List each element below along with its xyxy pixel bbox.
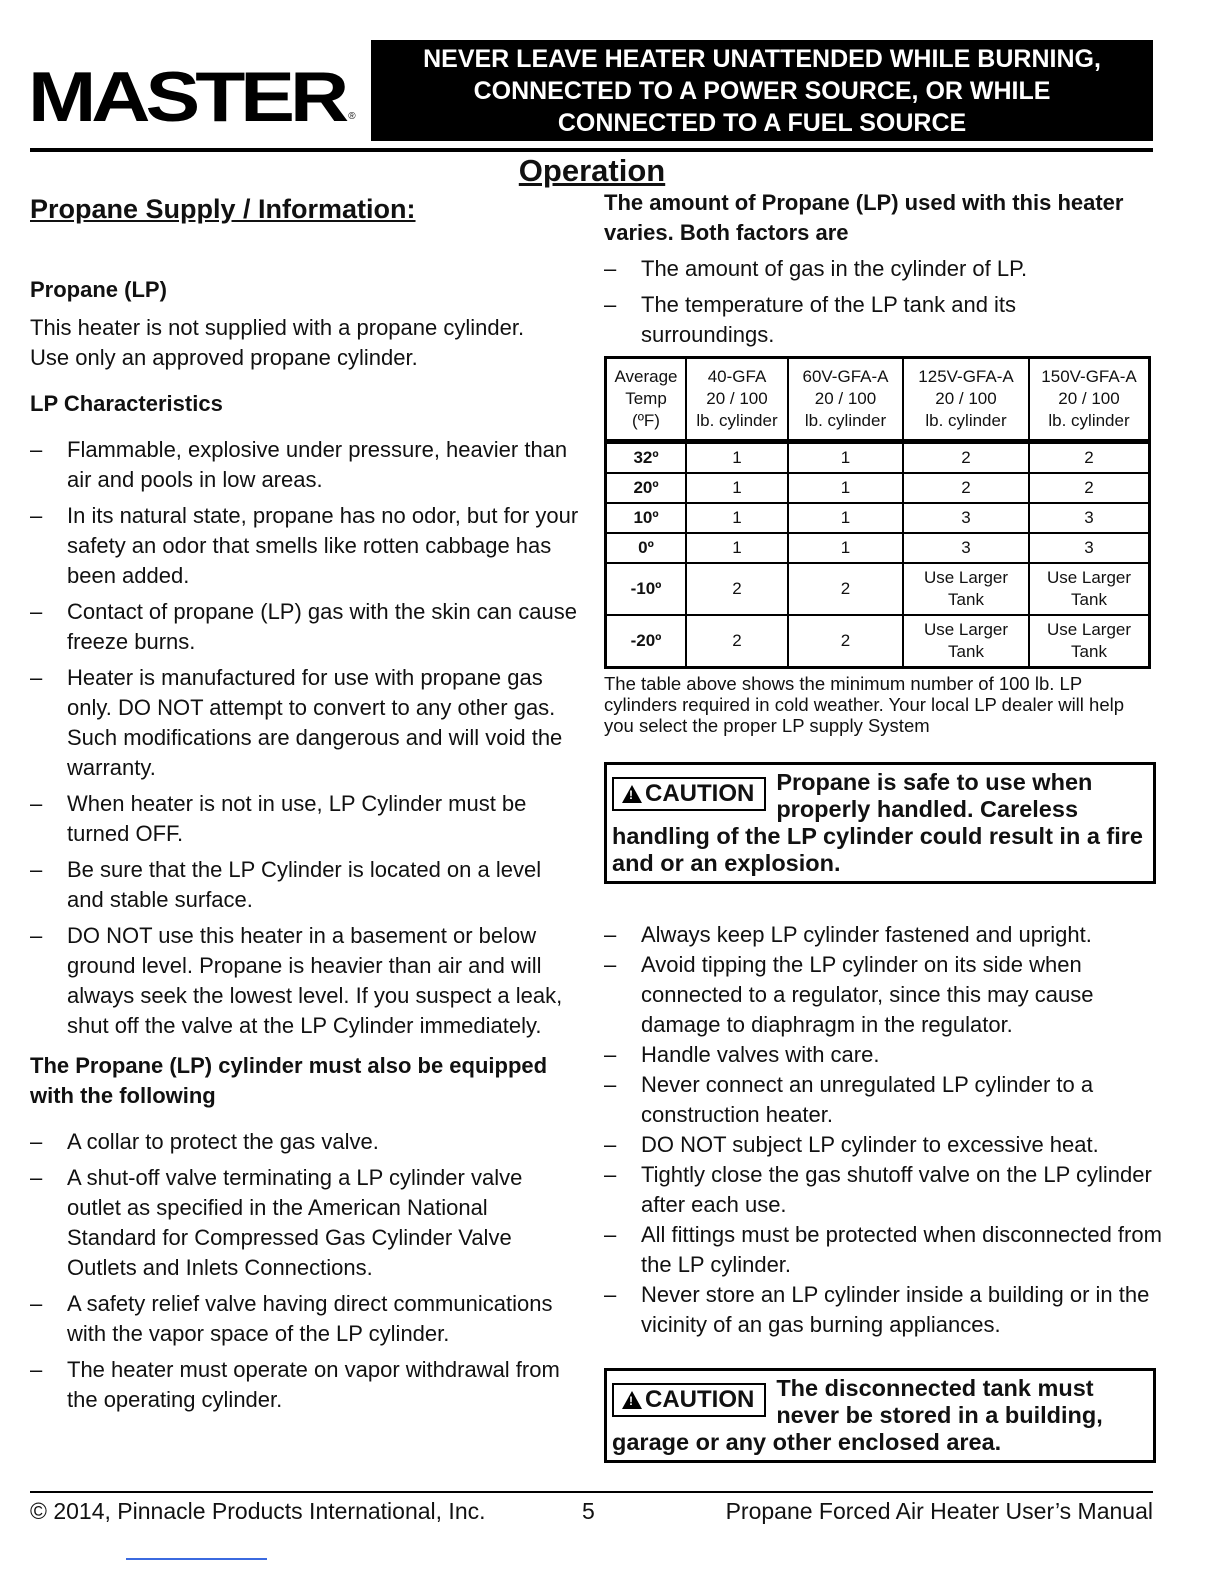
list-item: – A shut-off valve terminating a LP cylinder valve outlet as specified in the American National Standard for Compressed Gas Cylinder Valve Outlets and Inlets Connections. [30,1163,580,1283]
footer-page-number: 5 [582,1498,595,1524]
lp-cylinder-table [604,356,1151,669]
table-cell: 2 [686,615,788,668]
table-cell: 1 [686,503,788,533]
caution-box-propane [604,762,1156,884]
warning-triangle-icon [622,1391,642,1409]
caution-box-storage [604,1368,1156,1463]
list-item: – The heater must operate on vapor withdrawal from the operating cylinder. [30,1355,580,1415]
list-item: – In its natural state, propane has no odor, but for your safety an odor that smells like rotten cabbage has been added. [30,501,580,591]
table-row [606,533,1150,563]
list-item: – The temperature of the LP tank and its surroundings. [604,290,1144,350]
table-cell: 1 [788,533,903,563]
registered-mark: ® [348,111,356,122]
caution-label: CAUTION [645,780,755,807]
header-line: 150V-GFA-A [1041,367,1137,386]
table-cell: 1 [686,533,788,563]
table-note: The table above shows the minimum number of 100 lb. LP cylinders required in cold weather. Your local LP dealer will help you select the proper LP supply System [604,673,1125,736]
caution-badge [612,1383,766,1417]
header-line: 20 / 100 [814,389,877,408]
logo-text: MASTER [28,58,345,137]
header-line: 20 / 100 [1058,389,1120,408]
section-title: Operation [518,153,666,188]
table-cell: Use Larger Tank [1029,615,1150,668]
list-item: – All fittings must be protected when disconnected from the LP cylinder. [604,1220,1164,1280]
table-cell: -10º [606,563,687,615]
header-line: 40-GFA [707,367,767,386]
propane-heading: Propane (LP) [30,277,167,302]
banner-line: CONNECTED TO A FUEL SOURCE [557,108,967,137]
table-cell: 3 [1029,533,1150,563]
table-header-row [606,358,1150,442]
caution-text: The disconnected tank must never be stored in a building, garage or any other enclosed area. [612,1375,1103,1455]
table-cell: 1 [686,473,788,503]
table-row [606,503,1150,533]
header-line: 125V-GFA-A [918,367,1014,386]
table-row [606,442,1150,474]
table-cell: 1 [686,442,788,474]
propane-supply-heading: Propane Supply / Information: [30,194,416,224]
header-line: lb. cylinder [925,411,1007,430]
header-average-temp [606,358,687,442]
table-cell: 1 [788,442,903,474]
header-line: Average [614,367,678,386]
list-item: – Never connect an unregulated LP cylinder to a construction heater. [604,1070,1164,1130]
table-cell: -20º [606,615,687,668]
table-cell: 32º [606,442,687,474]
list-item: – When heater is not in use, LP Cylinder must be turned OFF. [30,789,580,849]
banner-line: CONNECTED TO A POWER SOURCE, OR WHILE [473,76,1051,105]
banner-line: NEVER LEAVE HEATER UNATTENDED WHILE BURNING, [423,44,1101,73]
list-item: – Tightly close the gas shutoff valve on the LP cylinder after each use. [604,1160,1164,1220]
table-cell: 0º [606,533,687,563]
handling-list [604,920,1164,1340]
left-column [30,188,580,1421]
list-item: – Contact of propane (LP) gas with the skin can cause freeze burns. [30,597,580,657]
caution-text: Propane is safe to use when properly handled. Careless handling of the LP cylinder could result in a fire and or an explosion. [612,769,1143,876]
table-cell: 2 [903,473,1029,503]
table-cell: 2 [1029,442,1150,474]
list-item: – Heater is manufactured for use with propane gas only. DO NOT attempt to convert to any other gas. Such modifications are dangerous and will void the warranty. [30,663,580,783]
lp-characteristics-list [30,435,580,1041]
equipped-list [30,1127,580,1415]
table-cell: 10º [606,503,687,533]
header-rule [30,148,1153,152]
table-row [606,473,1150,503]
propane-text-line: This heater is not supplied with a propane cylinder. [30,315,525,340]
header-line: 20 / 100 [935,389,997,408]
table-row [606,615,1150,668]
list-item: – Always keep LP cylinder fastened and upright. [604,920,1164,950]
list-item: – DO NOT subject LP cylinder to excessive heat. [604,1130,1164,1160]
footer-rule [30,1491,1153,1493]
table-cell: 2 [1029,473,1150,503]
link-underline [126,1558,267,1560]
table-cell: 3 [1029,503,1150,533]
list-item: – Avoid tipping the LP cylinder on its side when connected to a regulator, since this may cause damage to diaphragm in the regulator. [604,950,1164,1040]
table-cell: 3 [903,533,1029,563]
caution-badge [612,777,766,811]
lp-characteristics-heading: LP Characteristics [30,391,223,416]
propane-text-line: Use only an approved propane cylinder. [30,345,418,370]
header-line: 60V-GFA-A [802,367,889,386]
table-cell: 1 [788,503,903,533]
header-150v-gfa-a [1029,358,1150,442]
footer-manual-title: Propane Forced Air Heater User’s Manual [725,1498,1153,1524]
table-cell: 2 [903,442,1029,474]
warning-banner [371,40,1153,141]
table-cell: 2 [686,563,788,615]
table-cell: Use Larger Tank [903,615,1029,668]
right-column [604,188,1164,1463]
list-item: – Handle valves with care. [604,1040,1164,1070]
list-item: – DO NOT use this heater in a basement or below ground level. Propane is heavier than air and will always seek the lowest level. If you suspect a leak, shut off the valve at the LP Cylinder immediately. [30,921,580,1041]
equipped-heading: The Propane (LP) cylinder must also be equipped with the following [30,1053,548,1108]
propane-usage-heading: The amount of Propane (LP) used with this heater varies. Both factors are [604,190,1124,245]
table-cell: 3 [903,503,1029,533]
header-line: (ºF) [632,411,660,430]
usage-factors-list [604,254,1144,350]
header-line: 20 / 100 [706,389,768,408]
header-line: lb. cylinder [804,411,887,430]
master-logo [28,58,368,137]
list-item: – A collar to protect the gas valve. [30,1127,580,1157]
table-cell: Use Larger Tank [1029,563,1150,615]
warning-triangle-icon [622,785,642,803]
header-line: lb. cylinder [696,411,778,430]
list-item: – Flammable, explosive under pressure, heavier than air and pools in low areas. [30,435,580,495]
header-60v-gfa-a [788,358,903,442]
footer-copyright: © 2014, Pinnacle Products International, Inc. [30,1498,486,1524]
list-item: – A safety relief valve having direct communications with the vapor space of the LP cylinder. [30,1289,580,1349]
table-row [606,563,1150,615]
header-40-gfa [686,358,788,442]
list-item: – Never store an LP cylinder inside a building or in the vicinity of an gas burning appliances. [604,1280,1164,1340]
table-cell: Use Larger Tank [903,563,1029,615]
table-cell: 2 [788,615,903,668]
header-line: lb. cylinder [1048,411,1130,430]
header-line: Temp [625,389,667,408]
caution-label: CAUTION [645,1386,755,1413]
list-item: – Be sure that the LP Cylinder is located on a level and stable surface. [30,855,580,915]
table-cell: 20º [606,473,687,503]
table-cell: 1 [788,473,903,503]
list-item: – The amount of gas in the cylinder of LP. [604,254,1144,284]
table-cell: 2 [788,563,903,615]
header-125v-gfa-a [903,358,1029,442]
